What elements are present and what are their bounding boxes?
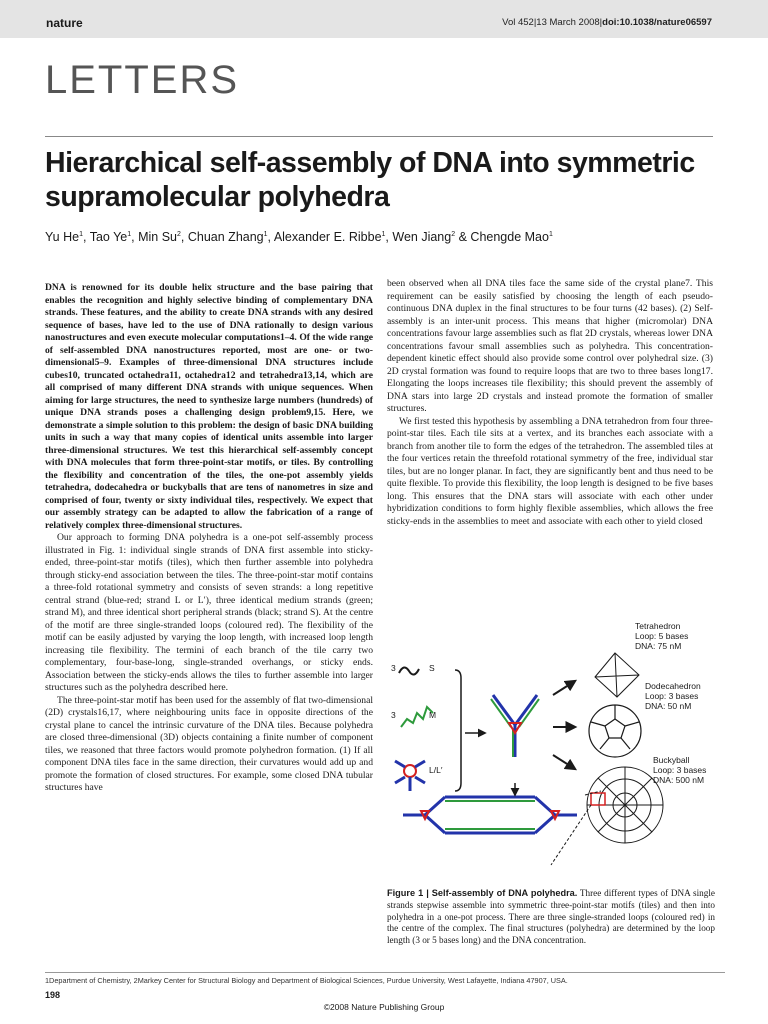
three-point-star-tile [491, 695, 539, 757]
affiliations-footnote: 1Department of Chemistry, 2Markey Center for Structural Biology and Department of Biological Sciences, Purdue University, West Lafayette, Indiana 47907, USA. [45, 972, 725, 985]
author: Alexander E. Ribbe$^1$ [273, 230, 386, 244]
strand-s-label: S [429, 663, 435, 673]
author-affiliation: 1 [381, 230, 386, 238]
journal-name: nature [46, 16, 83, 30]
strand-s-count: 3 [391, 663, 396, 673]
issue-volume-date: Vol 452|13 March 2008| [502, 17, 603, 28]
doi: doi:10.1038/nature06597 [602, 17, 712, 28]
author-list: Yu He$^1$, Tao Ye$^1$, Min Su$^2$, Chuan Zhang$^1$, Alexander E. Ribbe$^1$, Wen Jiang$^2$ & Chengde Mao$^1$ [45, 230, 553, 244]
polyhedron-loop: Loop: 3 bases [645, 691, 699, 701]
section-rule [45, 136, 713, 137]
body-paragraph: been observed when all DNA tiles face the same side of the crystal plane7. This requirement can be easily satisfied by choosing the length of each pseudo-continuous DNA duplex in the final structures to be four turns (42 bases). (2) Self-assembly is an inter-unit process. This means that higher (micromolar) DNA concentrations favour large assemblies such as flat 2D crystals, whereas lower DNA concentrations favour small assemblies such as polyhedra. This concentration-dependent kinetic effect should also provide some control over polyhedral size. (3) 2D crystal formation was found to require loops that are two to three bases long17. Elongating the loops increases tile flexibility; this should prevent the assembly of DNA stars into large 2D crystals and instead promote the formation of smaller structures. [387, 278, 713, 414]
author-affiliation: 1 [127, 230, 132, 238]
strand-l-icon [395, 761, 425, 791]
left-column [45, 282, 373, 795]
author: Min Su$^2$ [138, 230, 181, 244]
dodecahedron-label [645, 681, 701, 711]
author: Chuan Zhang$^1$ [187, 230, 268, 244]
author: Yu He$^1$ [45, 230, 83, 244]
strand-m-label: M [429, 710, 437, 720]
issue-info [502, 17, 712, 28]
polyhedron-name: Buckyball [653, 755, 690, 765]
right-column [387, 278, 713, 528]
author-affiliation: 1 [263, 230, 268, 238]
body-paragraph: We first tested this hypothesis by assembling a DNA tetrahedron from four three-point-star tiles. Each tile sits at a vertex, and its branches each associate with a branch from another tile to form the edges of the tetrahedron. The assembled tiles at the four vertices retain the threefold rotational symmetry of the free, individual star tiles, but are no longer planar. In fact, they are significantly bent and thus need to be quite flexible. To provide this flexibility, the loop length is designed to be five bases long. This ensures that the DNA stars will associate with each other under hybridization conditions to form highly flexible assemblies, which allows the free sticky-ends in the assemblies to meet and associate with each other to yield closed [387, 415, 713, 527]
polyhedron-dna: DNA: 500 nM [653, 775, 705, 785]
figure-caption [387, 888, 715, 947]
buckyball-model [587, 767, 663, 843]
caption-text: Three different types of DNA single strands stepwise assemble into symmetric three-point-star motifs (tiles) and then into polyhedra in a one-pot process. There are three single-stranded loops (coloured red) in the centre of the complex. The final structures (polyhedra) are determined by the loop length (3 or 5 bases long) and the DNA concentration. [387, 888, 715, 946]
polyhedron-dna: DNA: 50 nM [645, 701, 692, 711]
body-paragraph: Our approach to forming DNA polyhedra is a one-pot self-assembly process illustrated in Fig. 1: individual single strands of DNA first assemble into sticky-ended, three-point-star motifs (tiles), which then further assemble into polyhedra through sticky-end association between the tiles. The three-point-star motif contains a three-fold rotational symmetry and consists of seven strands: a long repetitive central strand (blue-red; strand L or L′), three identical medium strands (green; strand M), and three identical short peripheral strands (black; strand S). At the centre of the motif are three single-stranded loops (coloured red). The flexibility of the motif can be easily adjusted by varying the loop length, with increased loop length increasing tile flexibility. The termini of each branch of the tile carry two complementary, four-base-long, single-stranded overhangs, or sticky ends. Association between the sticky-ends allows the tiles to further assemble into larger structures such as the polyhedra described here. [45, 532, 373, 693]
strand-l-label: L/L′ [429, 765, 443, 775]
section-heading: LETTERS [45, 58, 240, 102]
buckyball-label [653, 755, 706, 785]
tetrahedron-model [595, 653, 639, 697]
strand-s-icon [399, 667, 419, 674]
author: Wen Jiang$^2$ [392, 230, 456, 244]
dodecahedron-model [589, 705, 641, 757]
author: Chengde Mao$^1$ [470, 230, 553, 244]
author-affiliation: 1 [79, 230, 83, 238]
author-affiliation: 1 [548, 230, 553, 238]
article-title: Hierarchical self-assembly of DNA into symmetric supramolecular polyhedra [45, 147, 695, 213]
figure-1 [385, 615, 715, 883]
tetrahedron-label [635, 621, 688, 651]
caption-label: Figure 1 | Self-assembly of DNA polyhedra. [387, 888, 578, 898]
author-affiliation: 2 [177, 230, 181, 238]
author: Tao Ye$^1$ [89, 230, 132, 244]
polyhedron-name: Tetrahedron [635, 621, 681, 631]
strand-bracket [455, 670, 461, 791]
page-number: 198 [45, 990, 61, 1000]
author-affiliation: 2 [451, 230, 456, 238]
polyhedron-name: Dodecahedron [645, 681, 701, 691]
copyright: ©2008 Nature Publishing Group [323, 1002, 445, 1012]
abstract: DNA is renowned for its double helix structure and the base pairing that enables the recognition and highly selective binding of complementary DNA strands. These features, and the ability to create DNA strands with any desired sequence of bases, have led to the use of DNA rationally to design various nanostructures and even execute molecular computations1–4. Of the wide range of self-assembled DNA nanostructures reported, most are one- or two-dimensional5–9. Examples of three-dimensional DNA structures include cubes10, truncated octahedra11, octahedra12 and tetrahedra13,14, which are all comprised of many different DNA strands with unique sequences. When aiming for large structures, the need to synthesize large numbers (hundreds) of unique DNA strands poses a challenging design problem9,15. Here, we demonstrate a simple solution to this problem: the design of basic DNA building units in such a way that many copies of identical units assemble into larger three-dimensional structures. We test this hierarchical self-assembly concept with DNA molecules that form three-point-star motifs, or tiles. By controlling the flexibility and concentration of the tiles, the one-pot assembly yields tetrahedra, dodecahedra or buckyballs that are tens of nanometres in size and comprised of four, twenty or sixty individual tiles, respectively. We expect that our assembly strategy can be adapted to allow the fabrication of a range of relatively complex three-dimensional structures. [45, 282, 373, 531]
figure-diagram [385, 615, 715, 883]
tile-dimer [403, 797, 577, 833]
strand-m-count: 3 [391, 710, 396, 720]
body-paragraph: The three-point-star motif has been used for the assembly of flat two-dimensional (2D) crystals16,17, where neighbouring units face in opposite directions of the crystal plane to cancel the intrinsic curvature of the DNA tiles. Because polyhedra are closed three-dimensional (3D) objects containing a finite number of component tiles, we reasoned that three factors would promote polyhedron formation. (1) If all component DNA tiles face in the same direction, their curvatures would add up and promote the formation of closed structures. For example, some closed DNA tubular structures have [45, 694, 373, 793]
polyhedron-dna: DNA: 75 nM [635, 641, 682, 651]
polyhedron-loop: Loop: 5 bases [635, 631, 689, 641]
polyhedron-loop: Loop: 3 bases [653, 765, 707, 775]
